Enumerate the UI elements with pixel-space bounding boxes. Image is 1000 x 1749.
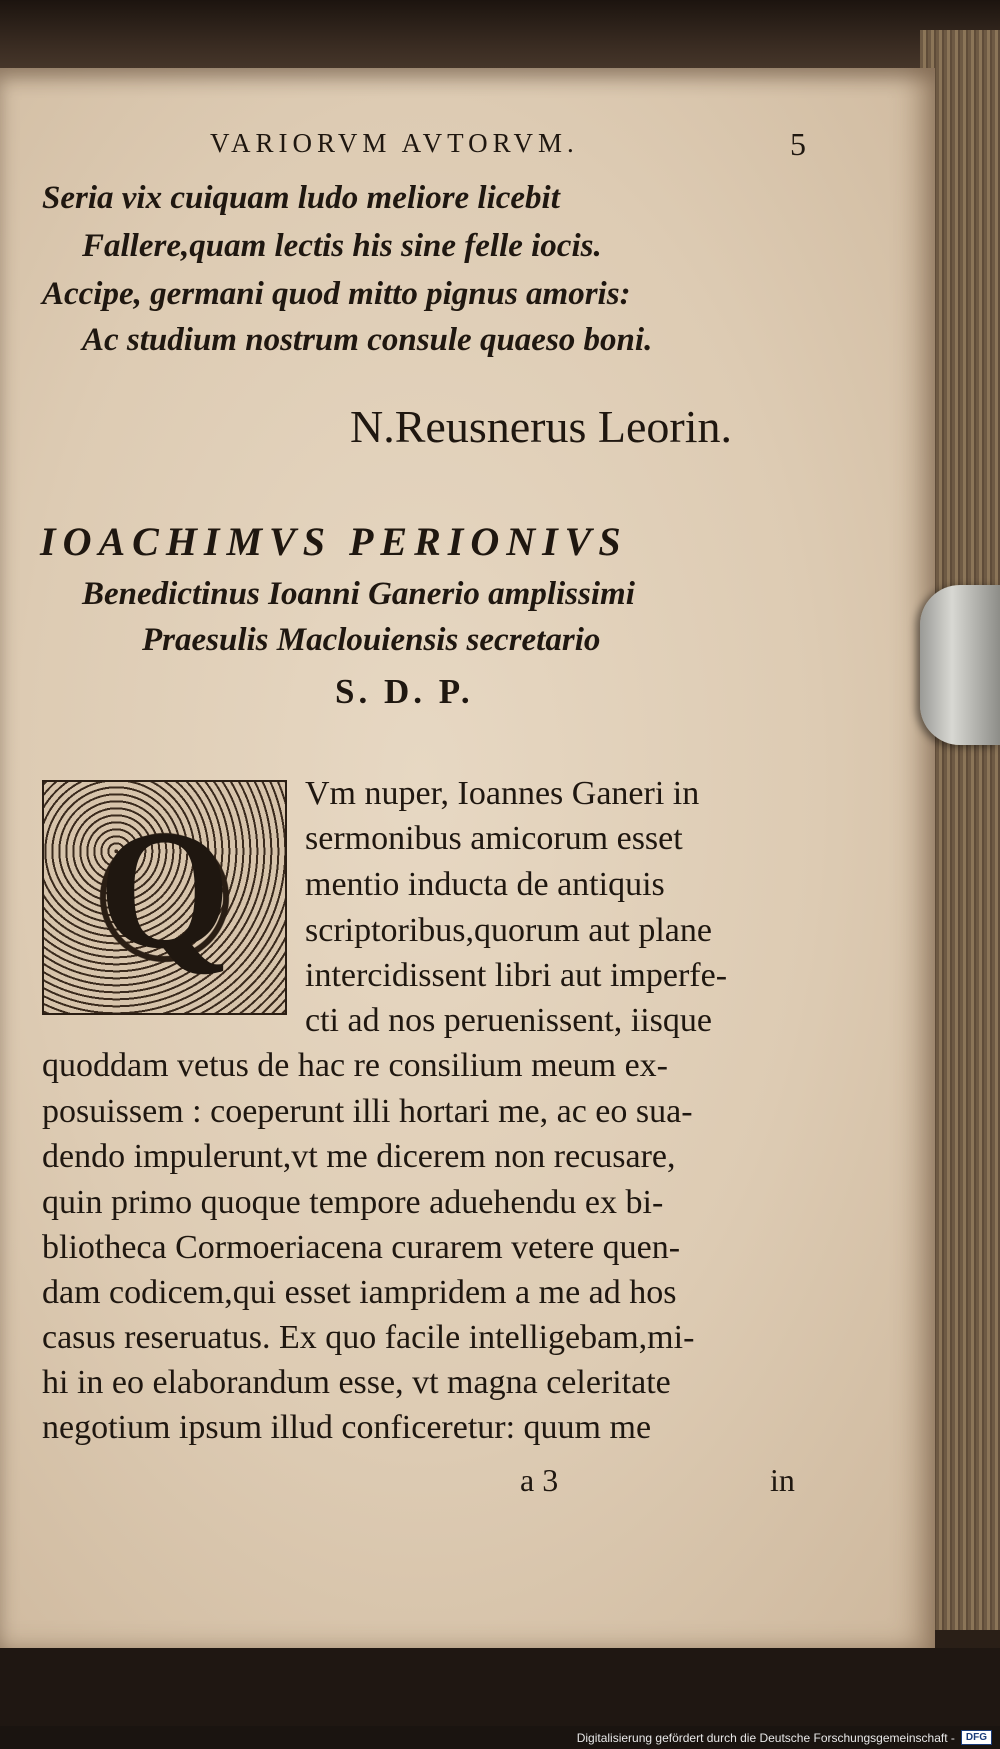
body-line: hi in eo elaborandum esse, vt magna celeritate <box>42 1364 671 1401</box>
poem-line: Accipe, germani quod mitto pignus amoris: <box>42 276 631 312</box>
page-number: 5 <box>790 126 806 162</box>
body-line: mentio inducta de antiquis <box>305 866 665 903</box>
letter-title-office: Praesulis Maclouiensis secretario <box>142 622 601 658</box>
body-line: posuissem : coeperunt illi hortari me, ac eo sua- <box>42 1093 693 1130</box>
page-clip <box>920 585 1000 745</box>
book-top-edge <box>0 0 1000 78</box>
signature-mark: a 3 <box>520 1462 559 1498</box>
body-line: Vm nuper, Ioannes Ganeri in <box>305 775 700 812</box>
poem-line: Ac studium nostrum consule quaeso boni. <box>82 322 653 358</box>
body-line: casus reseruatus. Ex quo facile intelligebam,mi- <box>42 1319 695 1356</box>
letter-title-author: IOACHIMVS PERIONIVS <box>40 519 628 564</box>
decorated-initial-icon <box>42 780 287 1015</box>
credit-bar <box>0 1726 1000 1749</box>
letter-title-salutation: S. D. P. <box>335 672 474 711</box>
initial-letter: Q <box>98 795 231 984</box>
credit-text: Digitalisierung gefördert durch die Deutsche Forschungsgemeinschaft - <box>576 1730 955 1745</box>
body-line: quin primo quoque tempore aduehendu ex bi- <box>42 1184 664 1221</box>
body-line: quoddam vetus de hac re consilium meum ex- <box>42 1047 668 1084</box>
poem-line: Fallere,quam lectis his sine felle iocis. <box>82 228 602 264</box>
letter-title-recipient: Benedictinus Ioanni Ganerio amplissimi <box>82 576 635 612</box>
poem-signature: N.Reusnerus Leorin. <box>350 401 732 452</box>
body-line: dendo impulerunt,vt me dicerem non recusare, <box>42 1138 676 1175</box>
body-line: negotium ipsum illud conficeretur: quum me <box>42 1409 652 1446</box>
body-line: bliotheca Cormoeriacena curarem vetere quen- <box>42 1229 681 1266</box>
body-line: scriptoribus,quorum aut plane <box>305 912 712 949</box>
running-title: VARIORVM AVTORVM. <box>210 128 579 158</box>
poem-line: Seria vix cuiquam ludo meliore licebit <box>42 180 560 216</box>
dfg-logo-icon: DFG <box>961 1730 992 1745</box>
body-line: cti ad nos peruenissent, iisque <box>305 1002 712 1039</box>
body-line: dam codicem,qui esset iampridem a me ad hos <box>42 1274 677 1311</box>
body-line: sermonibus amicorum esset <box>305 820 683 857</box>
body-line: intercidissent libri aut imperfe- <box>305 957 728 994</box>
scan-background <box>0 1648 1000 1726</box>
catchword: in <box>770 1462 795 1498</box>
